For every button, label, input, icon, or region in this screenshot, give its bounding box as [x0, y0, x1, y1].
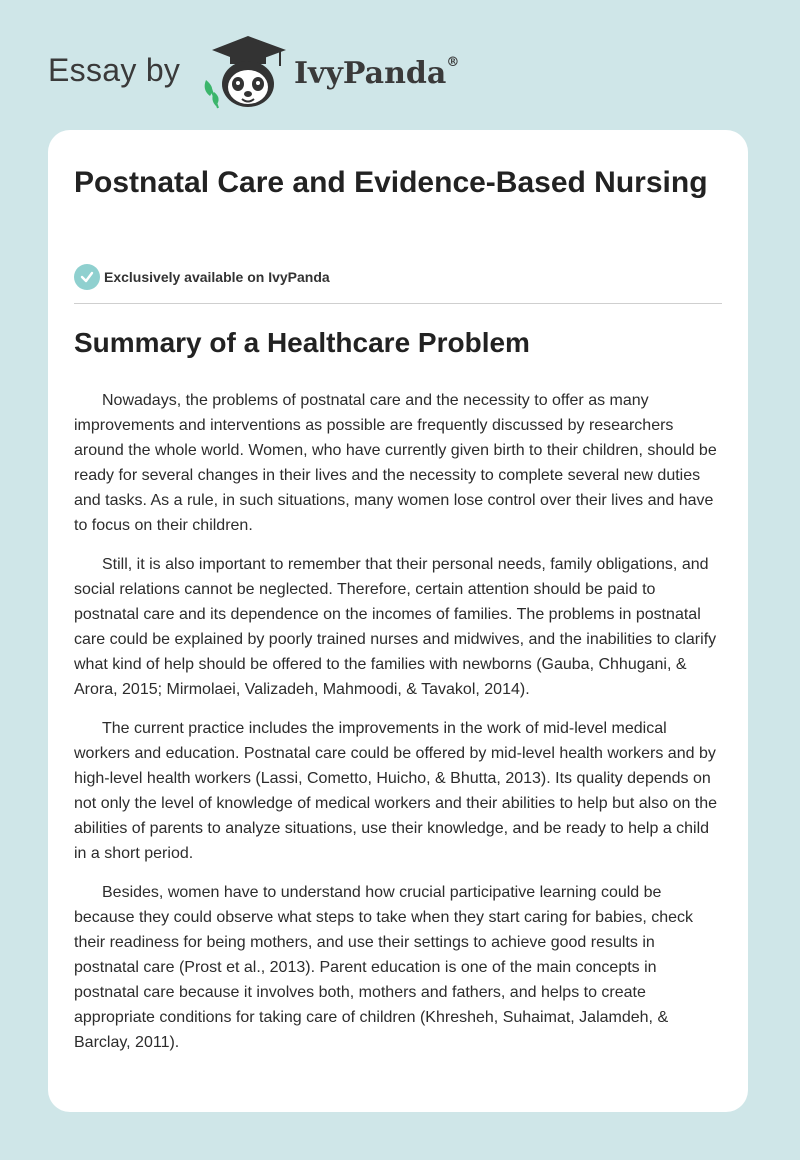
essay-body: [74, 388, 724, 1069]
section-heading: Summary of a Healthcare Problem: [74, 327, 530, 358]
divider: [74, 303, 722, 304]
brand-wordmark: IvyPanda®: [294, 55, 460, 91]
exclusive-badge: [74, 264, 330, 290]
paragraph: Nowadays, the problems of postnatal care and the necessity to offer as many improvements and interventions as possible are frequently discussed by researchers around the whole world. Women, who have currently given birth to their children, should be ready for several changes in their lives and the necessity to complete several new duties and tasks. As a rule, in such situations, many women lose control over their lives and have to focus on their children.: [74, 392, 717, 534]
panda-logo-icon: [200, 34, 290, 110]
exclusive-label: Exclusively available on IvyPanda: [104, 269, 330, 285]
paragraph: Still, it is also important to remember that their personal needs, family obligations, and social relations cannot be neglected. Therefore, certain attention should be paid to postnatal care and its dependence on the incomes of families. The problems in postnatal care could be explained by poorly trained nurses and midwives, and the inabilities to clarify what kind of help should be offered to the families with newborns (Gauba, Chhugani, & Arora, 2015; Mirmolaei, Valizadeh, Mahmoodi, & Tavakol, 2014).: [74, 556, 717, 698]
paragraph: Besides, women have to understand how crucial participative learning could be because they could observe what steps to take when they start caring for babies, check their readiness for being mothers, and use their settings to achieve good results in postnatal care (Prost et al., 2013). Parent education is one of the main concepts in postnatal care because it involves both, mothers and fathers, and helps to create appropriate conditions for taking care of children (Khresheh, Suhaimat, Jalamdeh, & Barclay, 2011).: [74, 884, 694, 1051]
brand-prefix: Essay by: [48, 52, 181, 88]
check-icon: [74, 264, 100, 290]
site-brand[interactable]: [48, 34, 508, 114]
essay-card: [48, 130, 748, 1112]
page-title: Postnatal Care and Evidence-Based Nursing: [74, 166, 708, 199]
paragraph: The current practice includes the improvements in the work of mid-level medical workers and education. Postnatal care could be offered by mid-level health workers and by high-level health workers (Lassi, Cometto, Huicho, & Bhutta, 2013). Its quality depends on not only the level of knowledge of medical workers and their abilities to help but also on the abilities of parents to analyze situations, use their knowledge, and be ready to help a child in a short period.: [74, 720, 718, 862]
